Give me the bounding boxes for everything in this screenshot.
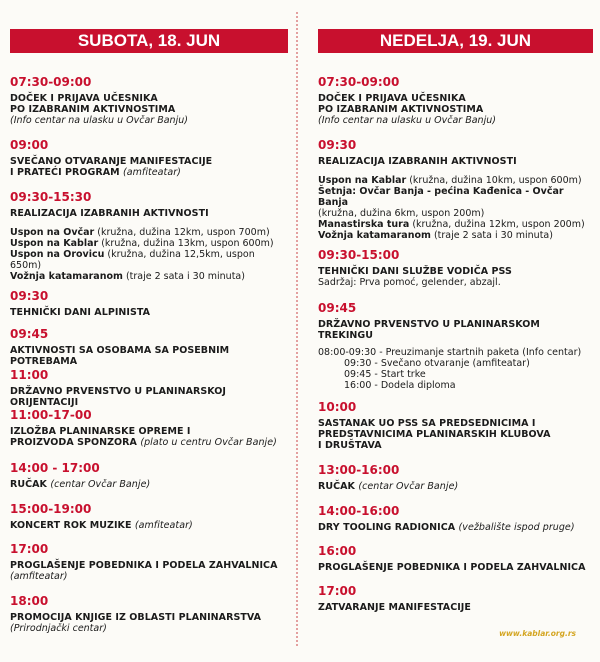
schedule-item	[10, 502, 288, 531]
program-line: 16:00 - Dodela diploma	[344, 380, 456, 391]
activity-line	[10, 238, 288, 249]
event-time: 09:30-15:00	[318, 248, 400, 262]
activity-name: Šetnja: Ovčar Banja - pećina Kađenica - Ovčar Banja	[318, 186, 564, 208]
event-note: (amfiteatar)	[123, 167, 181, 178]
event-time: 09:30	[318, 138, 357, 152]
event-time: 09:30	[10, 289, 49, 303]
event-time: 13:00-16:00	[318, 463, 400, 477]
activity-line	[10, 227, 288, 238]
event-note: (Info centar na ulasku u Ovčar Banju)	[318, 115, 496, 126]
event-title-part: RUČAK	[318, 481, 355, 492]
program-line: 09:30 - Svečano otvaranje (amfiteatar)	[344, 358, 530, 369]
schedule-item	[10, 408, 288, 448]
event-title	[10, 479, 288, 490]
event-time: 11:00	[10, 368, 49, 382]
activity-info: (kružna, dužina 12,5km, uspon 650m)	[10, 249, 255, 271]
program-line: 09:45 - Start trke	[344, 369, 426, 380]
schedule-item	[10, 594, 288, 634]
saturday-header: SUBOTA, 18. JUN	[10, 29, 288, 53]
activity-line	[318, 208, 593, 219]
activity-name: Vožnja katamaranom	[10, 271, 123, 282]
schedule-item	[318, 584, 593, 613]
event-note: (vežbalište ispod pruge)	[458, 522, 575, 533]
program-line: 08:00-09:30 - Preuzimanje startnih paketa (Info centar)	[318, 347, 582, 358]
activity-info: (traje 2 sata i 30 minuta)	[125, 271, 245, 282]
activity-info: (kružna, dužina 13km, uspon 600m)	[101, 238, 274, 249]
activity-name: Vožnja katamaranom	[318, 230, 431, 241]
event-title: PO IZABRANIM AKTIVNOSTIMA	[10, 104, 176, 115]
activity-name: Uspon na Kablar	[10, 238, 99, 249]
activity-name: Uspon na Kablar	[318, 175, 407, 186]
schedule-item	[10, 289, 288, 318]
event-note: (Prirodnjački centar)	[10, 623, 107, 634]
event-note: (amfiteatar)	[134, 520, 193, 531]
event-title-part: I PRATEĆI PROGRAM	[10, 167, 120, 178]
event-note: (amfiteatar)	[10, 571, 68, 582]
race-program	[318, 347, 593, 391]
event-title	[10, 520, 288, 531]
event-title-part: PROIZVODA SPONZORA	[10, 437, 137, 448]
schedule-item	[10, 138, 288, 178]
activity-line	[318, 230, 593, 241]
event-title: SVEČANO OTVARANJE MANIFESTACIJE	[10, 156, 213, 167]
event-title: PROMOCIJA KNJIGE IZ OBLASTI PLANINARSTVA	[10, 612, 262, 623]
event-title: SASTANAK UO PSS SA PREDSEDNICIMA I	[318, 418, 536, 429]
schedule-item	[10, 75, 288, 126]
schedule-item	[318, 504, 593, 533]
event-note: (Info centar na ulasku u Ovčar Banju)	[10, 115, 188, 126]
event-title: PREDSTAVNICIMA PLANINARSKIH KLUBOVA	[318, 429, 551, 440]
event-title	[10, 167, 288, 178]
event-title: REALIZACIJA IZABRANIH AKTIVNOSTI	[318, 156, 517, 167]
schedule-item	[318, 400, 593, 451]
event-time: 18:00	[10, 594, 49, 608]
schedule-item	[10, 542, 288, 582]
event-title: PROGLAŠENJE POBEDNIKA I PODELA ZAHVALNICA	[10, 560, 278, 571]
column-divider	[296, 12, 298, 646]
activity-info: (kružna, dužina 12km, uspon 700m)	[97, 227, 270, 238]
event-title-part: DRY TOOLING RADIONICA	[318, 522, 456, 533]
sunday-header: NEDELJA, 19. JUN	[318, 29, 593, 53]
event-title: DRŽAVNO PRVENSTVO U PLANINARSKOJ ORIJENTACIJI	[10, 386, 226, 408]
activity-line	[10, 271, 288, 282]
event-title	[318, 481, 593, 492]
event-time: 11:00-17-00	[10, 408, 92, 422]
activity-info: (kružna, dužina 10km, uspon 600m)	[409, 175, 582, 186]
event-title-part: RUČAK	[10, 479, 47, 490]
activity-info: (kružna, dužina 6km, uspon 200m)	[318, 208, 485, 219]
event-time: 09:30-15:30	[10, 190, 92, 204]
schedule-item	[10, 461, 288, 490]
event-title: ZATVARANJE MANIFESTACIJE	[318, 602, 471, 613]
event-time: 15:00-19:00	[10, 502, 92, 516]
activity-info: (traje 2 sata i 30 minuta)	[433, 230, 553, 241]
activity-info: (kružna, dužina 12km, uspon 200m)	[412, 219, 585, 230]
event-time: 09:00	[10, 138, 49, 152]
event-time: 07:30-09:00	[318, 75, 400, 89]
event-time: 07:30-09:00	[10, 75, 92, 89]
event-time: 10:00	[318, 400, 357, 414]
event-title: PROGLAŠENJE POBEDNIKA I PODELA ZAHVALNICA	[318, 562, 586, 573]
activity-line	[318, 219, 593, 230]
schedule-item	[318, 544, 593, 573]
event-title: TEHNIČKI DANI ALPINISTA	[10, 307, 151, 318]
event-description: Sadržaj: Prva pomoć, gelender, abzajl.	[318, 277, 501, 288]
activity-name: Manastirska tura	[318, 219, 410, 230]
event-title: DRŽAVNO PRVENSTVO U PLANINARSKOM TREKINGU	[318, 319, 540, 341]
activity-name: Uspon na Ovčar	[10, 227, 95, 238]
event-time: 17:00	[318, 584, 357, 598]
event-title: REALIZACIJA IZABRANIH AKTIVNOSTI	[10, 208, 209, 219]
event-note: (centar Ovčar Banje)	[358, 481, 459, 492]
activity-line	[10, 249, 288, 271]
event-title: PO IZABRANIM AKTIVNOSTIMA	[318, 104, 484, 115]
event-time: 09:45	[10, 327, 49, 341]
event-time: 09:45	[318, 301, 357, 315]
event-title-part: KONCERT ROK MUZIKE	[10, 520, 132, 531]
schedule-item	[318, 301, 593, 391]
event-time: 16:00	[318, 544, 357, 558]
event-title	[10, 437, 288, 448]
schedule-item	[318, 248, 593, 288]
schedule-item	[10, 327, 288, 367]
activity-name: Uspon na Orovicu	[10, 249, 105, 260]
event-title: DOČEK I PRIJAVA UČESNIKA	[10, 93, 158, 104]
website-url[interactable]: www.kablar.org.rs	[499, 629, 576, 638]
schedule-item	[10, 368, 288, 408]
schedule-item	[10, 190, 288, 282]
event-title: DOČEK I PRIJAVA UČESNIKA	[318, 93, 466, 104]
activity-line	[318, 175, 593, 186]
event-title: IZLOŽBA PLANINARSKE OPREME I	[10, 426, 191, 437]
activity-line	[318, 186, 593, 208]
event-time: 17:00	[10, 542, 49, 556]
event-note: (plato u centru Ovčar Banje)	[140, 437, 277, 448]
event-time: 14:00 - 17:00	[10, 461, 100, 475]
schedule-item	[318, 463, 593, 492]
event-note: (centar Ovčar Banje)	[50, 479, 151, 490]
event-time: 14:00-16:00	[318, 504, 400, 518]
event-title: I DRUŠTAVA	[318, 440, 382, 451]
schedule-item	[318, 138, 593, 241]
event-title	[318, 522, 593, 533]
event-title: AKTIVNOSTI SA OSOBAMA SA POSEBNIM POTREBAMA	[10, 345, 230, 367]
event-title: TEHNIČKI DANI SLUŽBE VODIČA PSS	[318, 266, 512, 277]
schedule-item	[318, 75, 593, 126]
